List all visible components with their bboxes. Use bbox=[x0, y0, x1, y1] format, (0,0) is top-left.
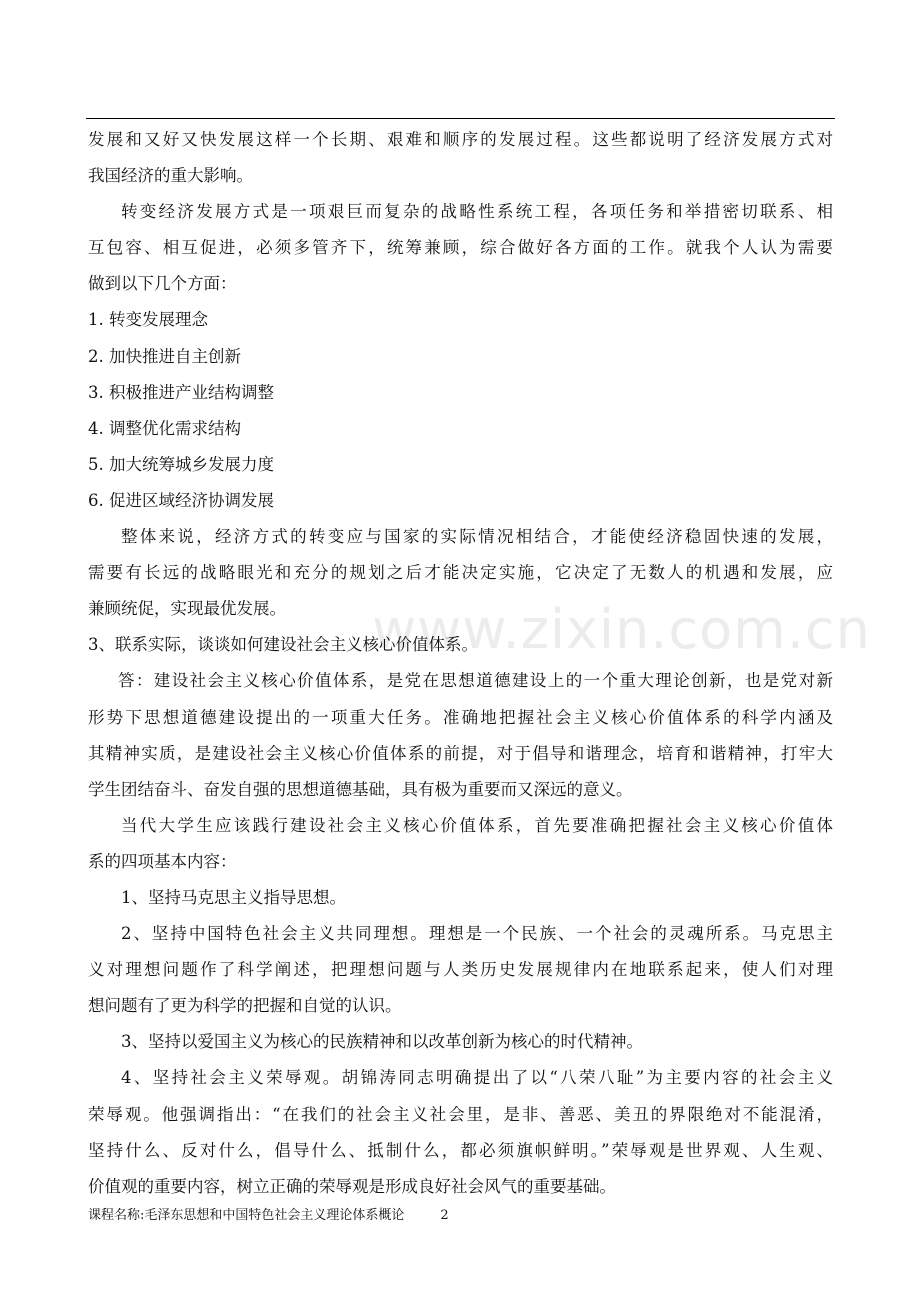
document-body bbox=[88, 122, 833, 1205]
text-line: 荣辱观。他强调指出：“在我们的社会主义社会里，是非、善恶、美丑的界限绝对不能混淆， bbox=[88, 1104, 833, 1124]
watermark: www.zixin.com.cn bbox=[372, 598, 871, 661]
text-line: 发展和又好又快发展这样一个长期、艰难和顺序的发展过程。这些都说明了经济发展方式对 bbox=[88, 130, 833, 149]
text-line: 系的四项基本内容： bbox=[88, 851, 237, 871]
text-line: 义对理想问题作了科学阐述，把理想问题与人类历史发展规律内在地联系起来，使人们对理 bbox=[88, 960, 833, 980]
text-line: 形势下思想道德建设提出的一项重大任务。准确地把握社会主义核心价值体系的科学内涵及 bbox=[88, 707, 833, 727]
text-line: 坚持什么、反对什么，倡导什么、抵制什么，都必须旗帜鲜明。”荣辱观是世界观、人生观、 bbox=[88, 1140, 833, 1160]
header-rule bbox=[86, 118, 835, 119]
text-line: 需要有长远的战略眼光和充分的规划之后才能决定实施，它决定了无数人的机遇和发展，应 bbox=[88, 563, 833, 583]
page-footer bbox=[88, 1208, 449, 1224]
text-line: 4、坚持社会主义荣辱观。胡锦涛同志明确提出了以“八荣八耻”为主要内容的社会主义 bbox=[121, 1068, 833, 1088]
list-item: 5. 加大统筹城乡发展力度 bbox=[88, 454, 274, 474]
text-line: 转变经济发展方式是一项艰巨而复杂的战略性系统工程，各项任务和举措密切联系、相 bbox=[121, 202, 833, 222]
text-line: 价值观的重要内容，树立正确的荣辱观是形成良好社会风气的重要基础。 bbox=[88, 1176, 616, 1196]
text-line: 答：建设社会主义核心价值体系，是党在思想道德建设上的一个重大理论创新，也是党对新 bbox=[118, 671, 833, 691]
text-line: 学生团结奋斗、奋发自强的思想道德基础，具有极为重要而又深远的意义。 bbox=[88, 779, 633, 799]
text-line: 做到以下几个方面： bbox=[88, 274, 237, 294]
footer-course-name: 课程名称:毛泽东思想和中国特色社会主义理论体系概论 bbox=[88, 1208, 405, 1223]
text-line: 互包容、相互促进，必须多管齐下，统筹兼顾，综合做好各方面的工作。就我个人认为需要 bbox=[88, 238, 833, 258]
text-line: 想问题有了更为科学的把握和自觉的认识。 bbox=[88, 996, 402, 1016]
text-line: 兼顾统促，实现最优发展。 bbox=[88, 599, 286, 619]
text-line: 2、坚持中国特色社会主义共同理想。理想是一个民族、一个社会的灵魂所系。马克思主 bbox=[121, 924, 833, 944]
text-line: 1、坚持马克思主义指导思想。 bbox=[121, 887, 346, 907]
text-line: 其精神实质，是建设社会主义核心价值体系的前提，对于倡导和谐理念，培育和谐精神，打牢大 bbox=[88, 743, 833, 763]
text-line: 当代大学生应该践行建设社会主义核心价值体系，首先要准确把握社会主义核心价值体 bbox=[121, 815, 833, 835]
text-line: 我国经济的重大影响。 bbox=[88, 166, 253, 186]
footer-page-number: 2 bbox=[440, 1208, 449, 1223]
text-line: 整体来说，经济方式的转变应与国家的实际情况相结合，才能使经济稳固快速的发展， bbox=[121, 527, 833, 547]
list-item: 3. 积极推进产业结构调整 bbox=[88, 382, 274, 402]
list-item: 2. 加快推进自主创新 bbox=[88, 346, 241, 366]
question-heading: 3、联系实际，谈谈如何建设社会主义核心价值体系。 bbox=[88, 635, 478, 655]
list-item: 4. 调整优化需求结构 bbox=[88, 418, 241, 438]
list-item: 1. 转变发展理念 bbox=[88, 310, 208, 330]
list-item: 6. 促进区域经济协调发展 bbox=[88, 490, 274, 510]
text-line: 3、坚持以爱国主义为核心的民族精神和以改革创新为核心的时代精神。 bbox=[121, 1032, 643, 1052]
